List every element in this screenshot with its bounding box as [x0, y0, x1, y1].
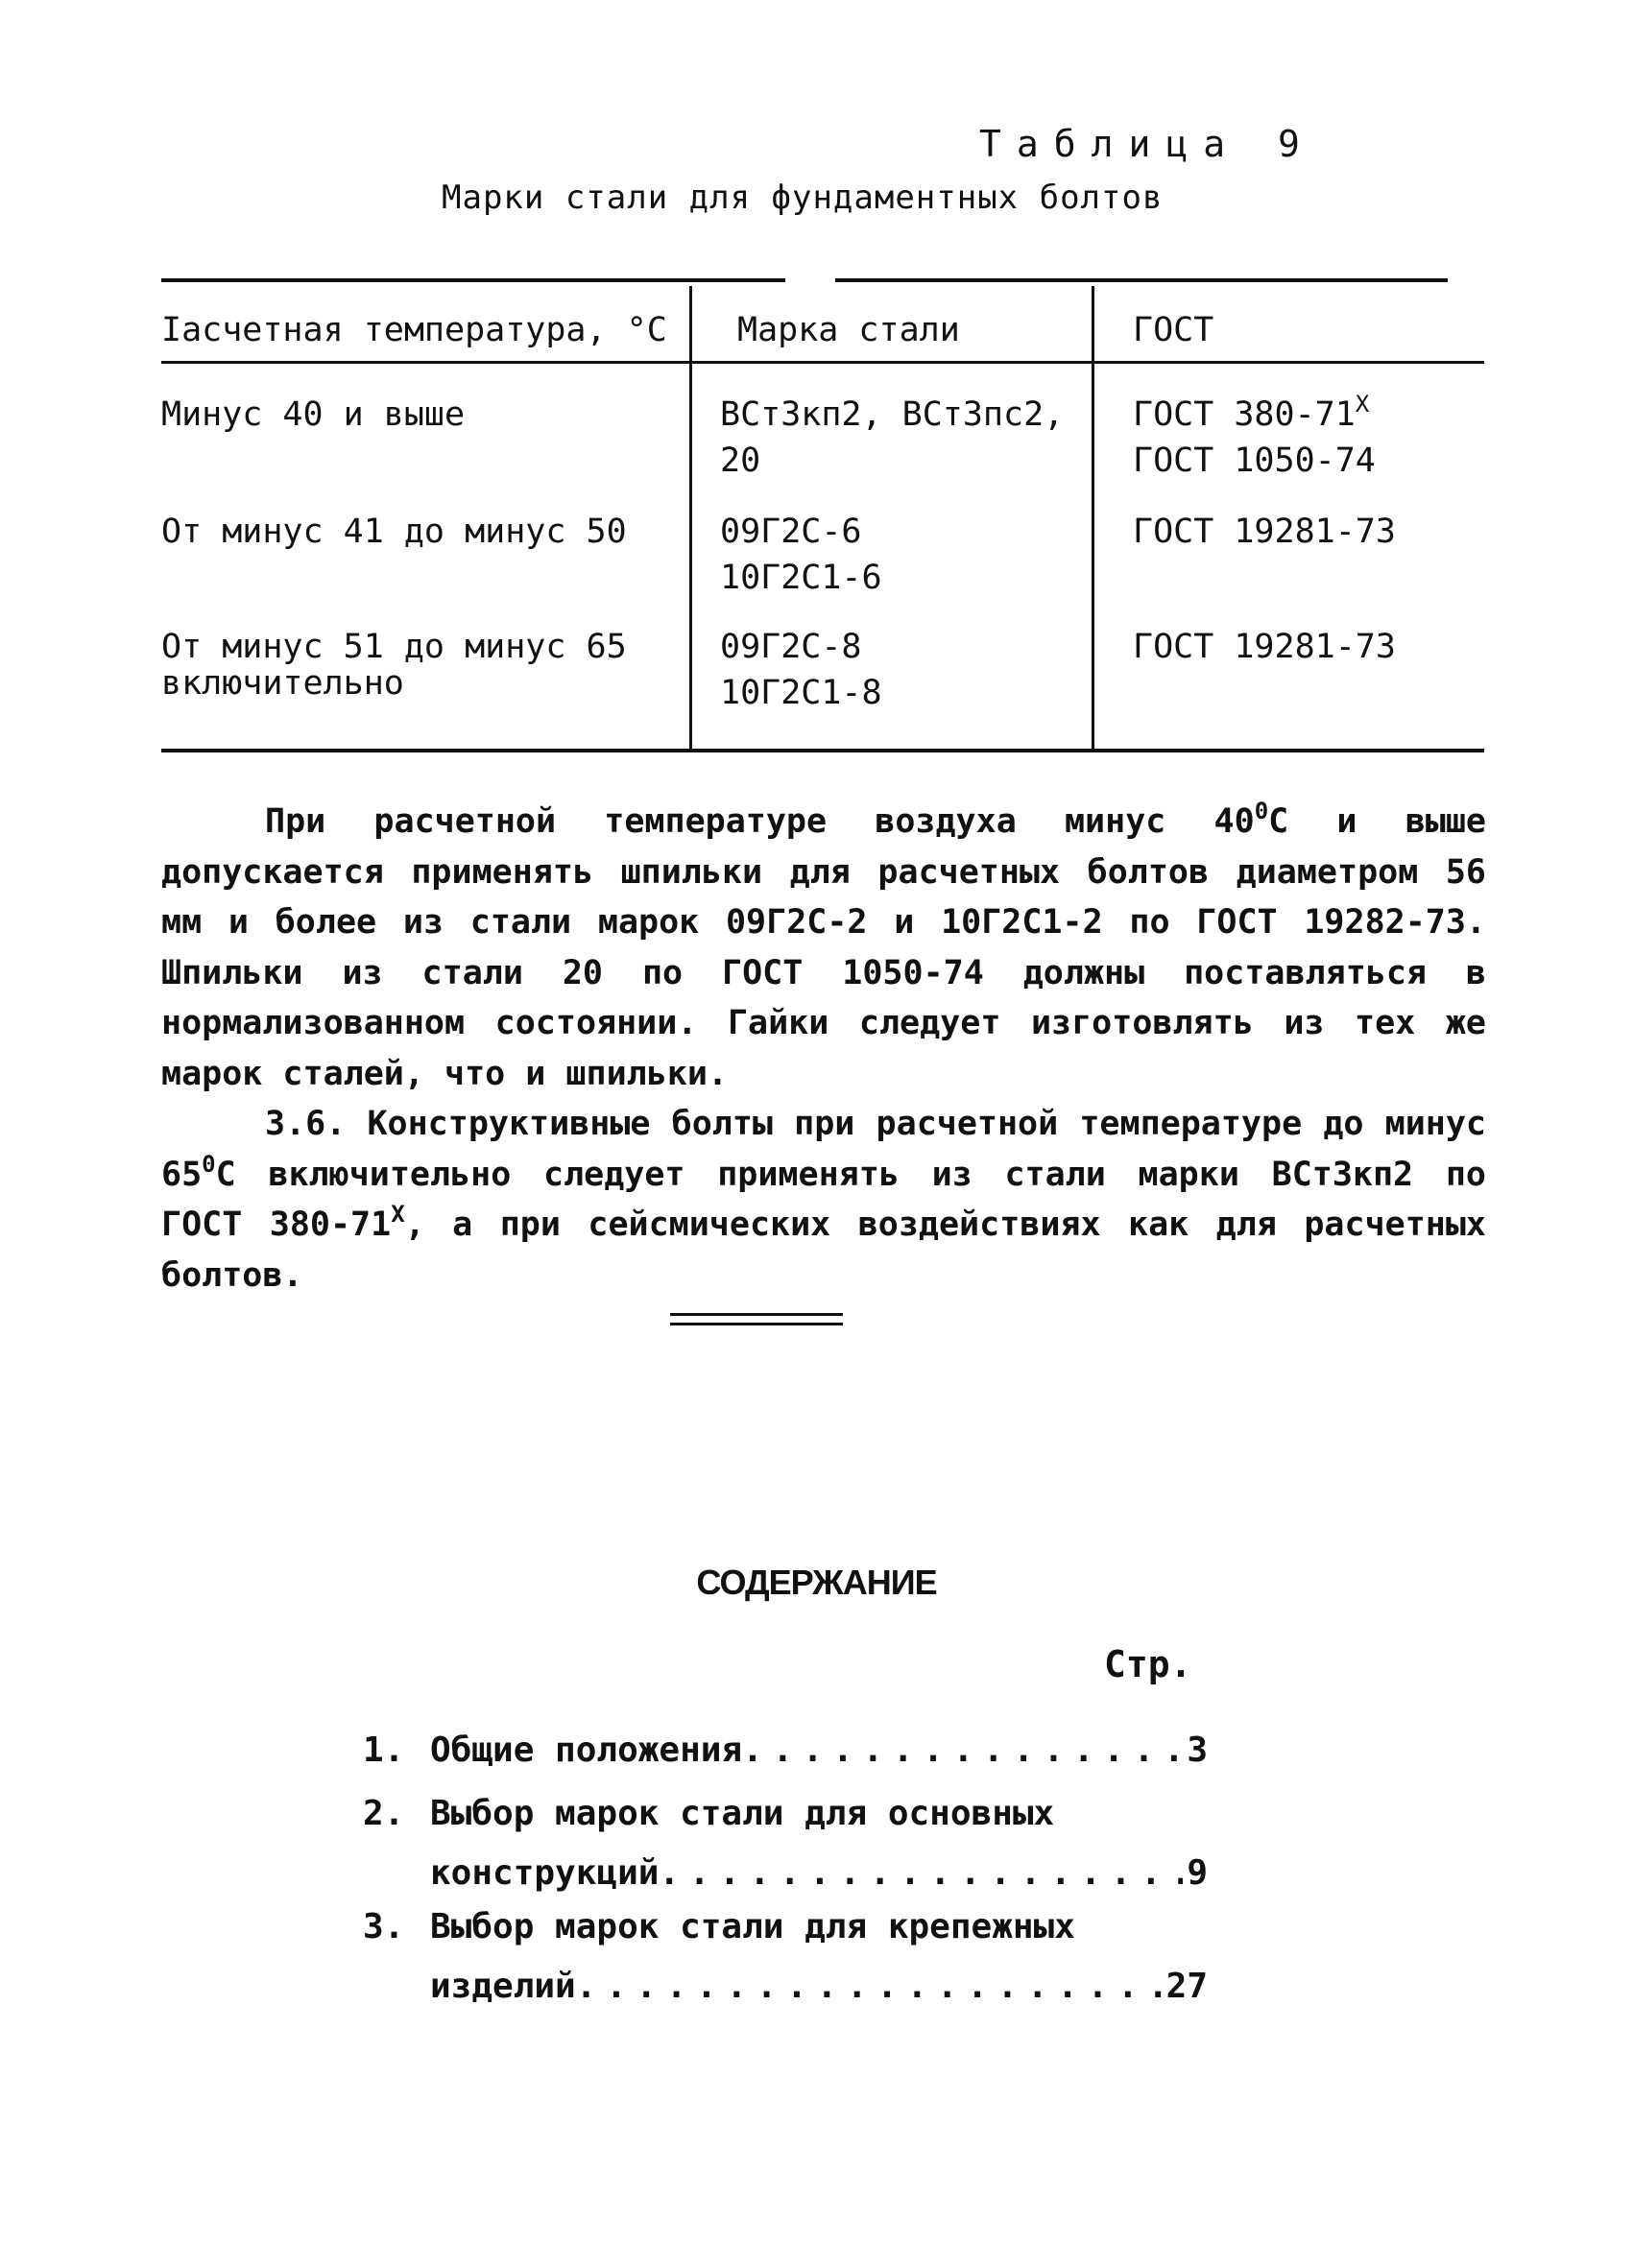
- toc-entry-2[interactable]: [363, 1789, 1208, 1895]
- toc-entry-3-title-line-1: Выбор марок стали для крепежных: [430, 1907, 1075, 1946]
- toc-entry-3-leader: [576, 1962, 1163, 2012]
- toc-entry-1-page: 3: [1187, 1731, 1208, 1770]
- toc-entry-1-line: [430, 1726, 1208, 1776]
- toc-entry-2-page: 9: [1187, 1853, 1208, 1893]
- row-3-steel-line-2: 10Г2С1-8: [720, 674, 882, 712]
- paragraph-1-part-a: При расчетной температуре воздуха минус 40: [265, 802, 1255, 841]
- row-3-gost: ГОСТ 19281-73: [1133, 628, 1396, 666]
- paragraph-3-6-structural-bolts: [161, 1099, 1486, 1301]
- row-2-temperature: От минус 41 до минус 50: [161, 513, 627, 551]
- table-top-rule-right: [835, 278, 1448, 282]
- toc-entry-2-line: [430, 1849, 1208, 1898]
- paragraph-2-part-b: С включительно следует применять из стали марки ВСт3кп2 по ГОСТ 380-71: [161, 1155, 1486, 1244]
- table-column-divider-1: [689, 286, 692, 751]
- paragraph-2-part-a: 3.6. Конструктивные болты при расчетной температуре до минус 65: [161, 1105, 1486, 1194]
- toc-entry-1-body: [430, 1726, 1208, 1776]
- paragraph-2-part-c: , а при сейсмических воздействиях как для расчетных болтов.: [161, 1206, 1486, 1295]
- toc-entry-3-line: [430, 1962, 1208, 2012]
- toc-entry-2-title-line-2: конструкций: [430, 1853, 660, 1893]
- table-header-rule: [161, 361, 1484, 364]
- paragraph-1-degree: 0: [1254, 798, 1269, 824]
- toc-entry-1-title: Общие положения: [430, 1731, 743, 1770]
- row-1-gost-superscript: X: [1355, 391, 1370, 418]
- temperature-unit: °С: [626, 311, 667, 349]
- paragraph-1-part-b: С и выше допускается применять шпильки для расчетных болтов диаметром 56 мм и более из стали марок 09Г2С-2 и 10Г2С1-2 по ГОСТ 19282-73. Шпильки из стали 20 по ГОСТ 1050-74 должны поставляться в нормализованном состоянии. Гайки следует изготовлять из тех же марок сталей, что и шпильки.: [161, 802, 1487, 1093]
- row-1-temperature: Минус 40 и выше: [161, 395, 466, 434]
- toc-entry-3-page: 27: [1165, 1967, 1208, 2006]
- row-3-steel-line-1: 09Г2С-8: [720, 628, 862, 666]
- toc-entry-2-body: [430, 1789, 1208, 1898]
- row-2-steel-line-2: 10Г2С1-6: [720, 559, 882, 597]
- column-header-steel: Марка стали: [737, 311, 960, 349]
- toc-entry-3-title-line-2: изделий: [430, 1967, 576, 2006]
- section-separator-bottom: [670, 1323, 843, 1325]
- row-1-steel-line-1: ВСт3кп2, ВСт3пс2,: [720, 395, 1065, 434]
- toc-entry-3-number: 3.: [363, 1907, 405, 1946]
- toc-entry-2-number: 2.: [363, 1794, 405, 1833]
- table-number: Таблица 9: [979, 123, 1315, 165]
- row-1-gost-line-1: [1133, 392, 1369, 438]
- paragraph-bolt-studs: [161, 797, 1486, 1099]
- table-caption: Марки стали для фундаментных болтов: [442, 179, 1164, 217]
- row-1-steel-line-2: 20: [720, 442, 761, 480]
- row-3-temperature-line-1: От минус 51 до минус 65: [161, 628, 627, 666]
- section-separator-top: [670, 1313, 843, 1316]
- toc-entry-1[interactable]: [363, 1726, 1208, 1776]
- row-2-steel-line-1: 09Г2С-6: [720, 513, 862, 551]
- column-header-gost: ГОСТ: [1133, 311, 1214, 349]
- toc-entry-2-leader: [659, 1849, 1183, 1898]
- toc-entry-2-title-line-1: Выбор марок стали для основных: [430, 1794, 1055, 1833]
- toc-entry-3[interactable]: [363, 1902, 1208, 2008]
- table-bottom-rule: [161, 749, 1484, 752]
- row-2-gost: ГОСТ 19281-73: [1133, 513, 1396, 551]
- column-header-temperature: [161, 307, 667, 353]
- column-header-temperature-text: Iасчетная температура,: [161, 311, 627, 349]
- toc-entry-3-body: [430, 1902, 1208, 2012]
- row-1-gost-line-2: ГОСТ 1050-74: [1133, 442, 1376, 480]
- toc-entry-1-leader: [742, 1726, 1183, 1776]
- row-3-temperature-line-2: включительно: [161, 664, 404, 703]
- paragraph-2-degree: 0: [202, 1150, 216, 1178]
- contents-title: СОДЕРЖАНИЕ: [696, 1563, 937, 1602]
- table-column-divider-2: [1092, 286, 1094, 751]
- contents-page-label: Стр.: [1104, 1643, 1192, 1685]
- toc-entry-1-number: 1.: [363, 1731, 405, 1770]
- paragraph-2-superscript-x: Х: [391, 1201, 405, 1228]
- table-top-rule-left: [161, 278, 785, 282]
- row-1-gost-text: ГОСТ 380-71: [1133, 395, 1356, 434]
